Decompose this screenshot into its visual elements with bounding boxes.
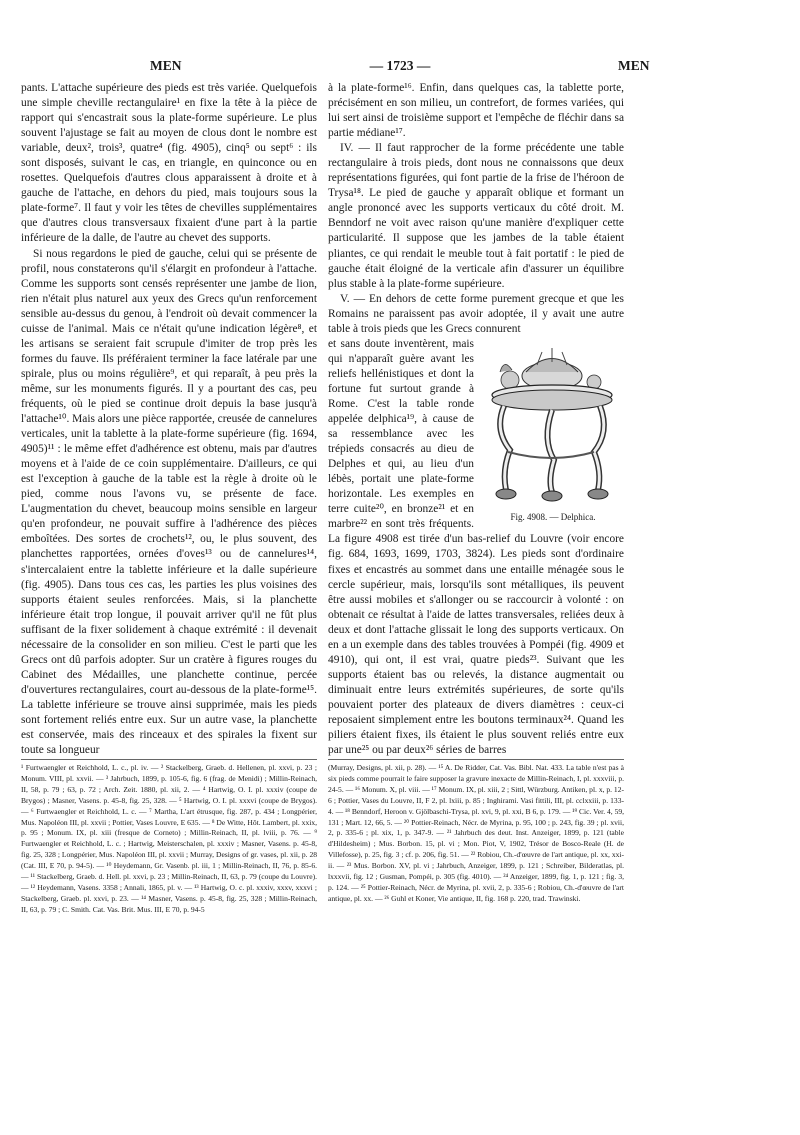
paragraph: pants. L'attache supérieure des pieds est très variée. Quelquefois une simple cheville rectangulaire¹ en fixe la tête à la pièce de rapport qui s'encastrait sous la plate-forme supérieure. Le plus souvent l'ajustage se fait au moyen de clous dont le nombre est variable, deux², trois³, quatre⁴ (fig. 4905), cinq⁵ ou sept⁶ : ils sont disposés, suivant le cas, en triangle, en quinconce ou en rosettes. Quelquefois d'autres clous apparaissent à droite et à gauche de l'attache, en dehors du pied, mais toujours sous la plate-forme⁷. Il faut y voir les têtes de chevilles supplémentaires que d'autres clous transversaux fixaient d'une part à la partie inférieure de la dalle, de l'autre au chevet des supports.	[21, 82, 317, 245]
paragraph: IV. — Il faut rapprocher de la forme précédente une table rectangulaire à trois pieds, dont nous ne connaissons que deux représentations figurées, qui font partie de la frise de l'héroon de Trysa¹⁸. Le pied de gauche y apparaît oblique et formant un angle prononcé avec les supports verticaux du côté droit. M. Benndorf ne voit avec raison qu'une manière d'expliquer cette particularité. Il suppose que les jambes de la table étaient pliantes, ce qui rendait le meuble tout à fait portatif : le pied de gauche était éloigné de la verticale afin d'assurer un équilibre plus stable à la plate-forme supérieure.	[328, 142, 624, 290]
page-number: — 1723 —	[369, 58, 431, 73]
header-right-word: MEN	[618, 58, 650, 73]
footnote-text: (Murray, Designs, pl. xii, p. 28). — ¹⁵ A. De Ridder, Cat. Vas. Bibl. Nat. 433. La table n'est pas à six pieds comme pourrait le faire supposer la gravure inexacte de Millin-Reinach, I, pl. xxxviii, p. 24-5. — ¹⁶ Monum. X, pl. viii. — ¹⁷ Monum. IX, pl. xiii, 2 ; Sittl, Würzburg. Antiken, pl. x, p. 12-6 ; Pottier, Vases du Louvre, II, F 2, pl. lxiii, p. 85 ; Inghirami. Vasi fittili, III, pl. cclxxiii, p. 133-4. — ¹⁸ Benndorf, Heroon v. Gjölbaschi-Trysa, pl. xvi, 9, pl. xxi, B 6, p. 179. — ¹⁹ Cic. Ver. 4, 59, 131 ; Mart. 12, 66, 5. — ²⁰ Pottier-Reinach, Nécr. de Myrina, p. 95, 100 ; p. 243, fig. 39 ; pl. xvii, 2, p. 335-6 ; pl. xix, 1, p. 347-9. — ²¹ Jahrbuch des deut. Inst. Anzeiger, 1899, p. 121 (table d'Hildesheim) ; Mus. Borbon. 15, pl. vi ; Mon. Piot, V, 1902, Trésor de Bosco-Reale (H. de Villefosse), p. 25, fig. 3 ; cf. p. 206, fig. 51. — ²² Robiou, Ch.-d'œuvre de l'art antique, pl. xx, xxi-ii. — ²³ Mus. Borbon. XV, pl. vi ; Jahrbuch, Anzeiger, 1899, p. 121 ; Schreiber, Bilderatlas, pl. lxxxvii, fig. 12 ; Gusman, Pompéi, p. 305 (fig. 4010). — ²⁴ Anzeiger, 1899, fig. 1, p. 121 ; fig. 3, p. 124. — ²⁵ Pottier-Reinach, Nécr. de Myrina, pl. xvii, 2, p. 335-6 ; Robiou, Ch.-d'œuvre de l'art antique, pl. xx. — ²⁶ Guhl et Koner, Vie antique, II, fig. 168 p. 220, trad. Trawinski.	[328, 763, 624, 903]
footnotes-right	[328, 763, 624, 905]
page-header	[0, 58, 800, 78]
paragraph: et sans doute inventèrent, mais qui n'apparaît guère avant les reliefs hellénistiques et dont la fortune fut surtout grande à Rome. C'est la table ronde appelée delphica¹⁹, à cause de sa ressemblance avec les trépieds consacrés au dieu de Delphes et qui, au lieu d'un lébès, portait une plate-forme horizontale. Les exemples en terre cuite²⁰, en bronze²¹ et en marbre²² en sont très fréquents. La figure 4908 est tirée d'un bas-relief du Louvre (voir encore fig. 684, 1693, 1699, 1703, 3824). Les pieds sont d'ordinaire fixes et encastrés au sommet dans une entaille ménagée sous le cercle supérieur, mais, lorsqu'ils sont métalliques, ils peuvent être aussi mobiles et s'allonger ou se raccourcir à volonté : on obtenait ce résultat à l'aide de lattes transversales, reliées deux à deux et dont l'attache glissait le long des supports verticaux. On en a un exemple dans des tables trouvées à Pompéi (fig. 4909 et 4910), qui ont, il est vrai, quatre pieds²³. Suivant que les supports étaient bas ou relevés, la distance augmentait ou diminuait entre leurs extrémités supérieures, de sorte qu'ils pouvaient porter des plateaux de divers diamètres : ceux-ci reposaient simplement entre les boutons terminaux²⁴. Quand les piliers étaient fixes, ils étaient le plus souvent reliés entre eux par une²⁵ ou par deux²⁶ séries de barres	[328, 337, 624, 757]
footnote-text: ¹ Furtwaengler et Reichhold, L. c., pl. iv. — ² Stackelberg, Graeb. d. Hellenen, pl. xxvi, p. 23 ; Monum. VIII, pl. xxvii. — ³ Jahrbuch, 1899, p. 105-6, fig. 6 (frag. de Menidi) ; Millin-Reinach, II, 58, p. 79 ; 63, p. 72 ; Arch. Zeit. 1880, pl. xii, 2. — ⁴ Hartwig, O. I. pl. xxxiv (coupe de Brygos) ; Masner, Vasens. p. 45-8, fig. 25, 328. — ⁵ Hartwig, O. I. pl. xxxvi (coupe de Brygos). — ⁶ Furtwaengler et Reichhold, L. c. — ⁷ Martha, L'art étrusque, fig. 287, p. 434 ; Longpérier, Mus. Napoléon III, pl. xxvii ; Pottier, Vases Louvre, E 635. — ⁸ De Witte, Hôt. Lambert, pl. xxix, p. 95 ; Monum. IX, pl. xiii (fresque de Corneto) ; Millin-Reinach, II, pl. lviii, p. 76. — ⁹ Furtwaengler et Reichhold, L. c. ; Hartwig, Meisterschalen, pl. xxxiv ; Masner, Vasens. p. 45-8, fig. 25, 328 ; Longpérier, Mus. Napoléon III, pl. xxvii ; Murray, Designs of gr. vases, pl. xii, p. 28 (Cat. III, E 70, p. 94-5). — ¹⁰ Heydemann, Gr. Vasenb. pl. iii, 1 ; Millin-Reinach, II, 76, p. 85-6. — ¹¹ Stackelberg, Graeb. d. Hell. pl. xxvi, p. 23 ; Millin-Reinach, II, 63, p. 79 (coupe du Louvre). — ¹² Heydemann, Vasens. 3358 ; Annali, 1865, pl. v. — ¹³ Hartwig, O. c. pl. xxxiv, xxxv, xxxvi ; Stackelberg, Graeb. pl. xxvi, p. 23. — ¹⁴ Masner, Vasens. p. 45-8, fig. 25, 328 ; Millin-Reinach, II, 63, p. 79 ; C. Smith. Cat. Vas. Brit. Mus. III, E 70, p. 94-5	[21, 763, 317, 914]
delphica-table-illustration	[482, 340, 624, 508]
header-left-word: MEN	[150, 58, 182, 73]
paragraph: V. — En dehors de cette forme purement grecque et que les Romains ne paraissent pas avoir adoptée, il y avait une autre table à trois pieds que les Grecs connurent	[328, 292, 624, 335]
footnote-divider	[328, 759, 624, 760]
paragraph: à la plate-forme¹⁶. Enfin, dans quelques cas, la tablette porte, précisément en son milieu, un contrefort, de formes variées, qui lui sert ainsi de troisième support et l'empêche de fléchir dans sa partie médiane¹⁷.	[328, 82, 624, 140]
footnote-divider	[21, 759, 317, 760]
right-text-column	[328, 81, 624, 758]
figure-delphica	[482, 340, 624, 525]
figure-caption: Fig. 4908. — Delphica.	[510, 511, 596, 522]
left-text-column	[21, 81, 317, 758]
paragraph: Si nous regardons le pied de gauche, celui qui se présente de profil, nous constaterons qu'il s'élargit en profondeur à l'attache. Comme les supports sont censés représenter une jambe de lion, rien n'était plus naturel aux yeux des Grecs qu'un renforcement sensible au-dessus du genou, à l'endroit où devait commencer la cuisse de l'animal. Mais ce n'était qu'une indication légère⁸, et les artisans se seraient fait scrupule d'imiter de trop près les formes du fauve. Ils préféraient terminer la face latérale par une spirale, plus ou moins régulière⁹, et qui reparaît, à peu près la même, sur les monuments figurés. Il y a pourtant des cas, peu fréquents, où le pied se continue droit depuis la base jusqu'à l'attache¹⁰. Mais alors une pièce rapportée, creusée de cannelures verticales, unit la tablette à la plate-forme supérieure (fig. 1694, 4905)¹¹ : le même effet d'adhérence est obtenu, mais par d'autres moyens et à l'aide de ce coin supplémentaire. D'ailleurs, ce qui est l'exception à gauche de la table est la règle à droite où le pied, comme nous l'avons vu, se présente de face. L'augmentation du chevet, beaucoup moins sensible en largeur qu'en profondeur, ne pouvait suffire à l'adhérence des pièces emboîtées. Des sortes de crochets¹², ou, le plus souvent, des planchettes rapportées, ornées d'oves¹³ ou de cannelures¹⁴, s'intercalaient entre la tablette inférieure et la dalle supérieure (fig. 4905). Dans tous ces cas, les parties les plus voisines des supports étaient seules renforcées. Mais, si la planchette inférieure était trop longue, il pouvait arriver qu'il ne fût plus suffisant de la fixer solidement à chaque extrémité : il devenait nécessaire de la consolider en son milieu. C'est le parti que les Grecs ont dû parfois adopter. Sur un cratère à figures rouges du Cabinet des Médailles, une planchette continue, percée d'ouvertures rectangulaires, court au-dessous de la plate-forme¹⁵. La tablette inférieure se trouve ainsi supprimée, mais les pieds sont fortement reliés entre eux. Sur un autre vase, la planchette est conservée, mais des rinceaux et des spirales la fixent sur toute sa longueur	[21, 247, 317, 757]
footnotes-left	[21, 763, 317, 916]
